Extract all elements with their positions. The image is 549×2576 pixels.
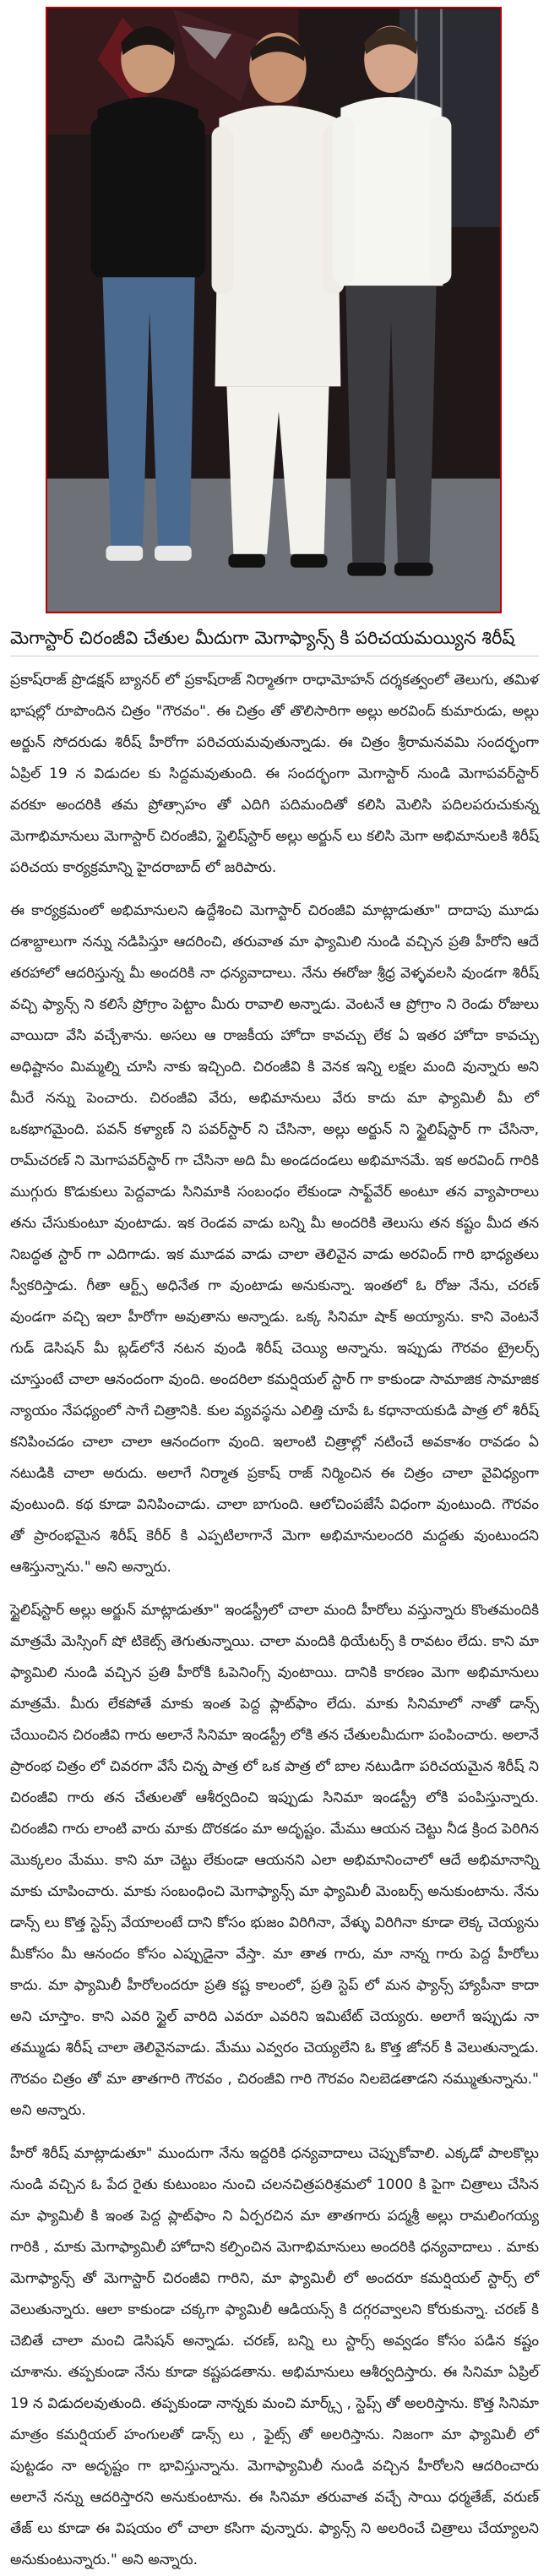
event-photo-illustration xyxy=(47,8,500,612)
event-photo xyxy=(46,7,502,613)
article-paragraph: ప్రకాష్‌రాజ్ ప్రొడక్షన్ బ్యానర్ లో ప్రకాష్‌రాజ్ నిర్మాతగా రాధామోహన్ దర్శకత్వంలో తెలుగు, తమిళ భాషల్లో రూపొందిన చిత్రం "గౌరవం". ఈ చిత్రం తో తొలిసారిగా అల్లు అరవింద్ కుమారుడు, అల్లు అర్జున్ సోదరుడు శిరీష్ హీరోగా పరిచయమవుతున్నాడు. ఈ చిత్రం శ్రీరామనవమి సందర్భంగా ఏప్రిల్ 19 న విడుదల కు సిద్దమవుతుంది. ఈ సందర్భంగా మెగాస్టార్ నుండి మెగాపవర్‌స్టార్ వరకూ అందరికి తమ ప్రోత్సాహం తో ఎదిగి పదిమందితో కలిసి మెలిసి పదిలపరుచుకున్న మెగాభిమానులు మెగాస్టార్ చిరంజీవి, స్టైలిష్‌స్టార్ అల్లు అర్జున్ లు కలిసి మెగా అభిమానులకి శిరీష్ పరిచయ కార్యక్రమాన్ని హైదరాబాద్ లో జరిపారు. xyxy=(10,672,539,876)
article-paragraph: ఈ కార్యక్రమంలో అభిమానులని ఉద్దేశించి మెగాస్టార్ చిరంజీవి మాట్లాడుతూ" దాదాపు మూడు దశాబ్దాలుగా నన్ను నడిపిస్తూ ఆదరించి, తరువాత మా ఫ్యామిలి నుండి వచ్చిన ప్రతి హీరోని ఆదే తరహాలో ఆదరిస్తున్న మీ అందరికి నా ధన్యవాదాలు. నేను ఈరోజు శ్రీధ్ర వెళ్ళవలసి వుండగా శిరీష్ వచ్చి ఫ్యాన్స్ ని కలిసే ప్రోగ్రాం పెట్టాం మీరు రావాలి అన్నాడు. వెంటనే ఆ ప్రోగ్రాం ని రెండు రోజులు వాయిదా వేసి వచ్చేశాను. అసలు ఆ రాజకీయ హోదా కావచ్చు లేక ఏ ఇతర హోదా కావచ్చు అధిష్టానం మిమ్మల్ని చూసి నాకు ఇచ్చింది. చిరంజీవి కి వెనక ఇన్ని లక్షల మంది వున్నారు అని మీరే నన్ను పెంచారు. చిరంజీవి వేరు, అభిమానులు వేరు కాదు మా ఫ్యామిలీ మీ లో ఒకభాగమైంది. పవన్ కళ్యాణ్ ని పవర్‌స్టార్ ని చేసినా, అల్లు అర్జున్ ని స్టైలిష్‌స్టార్ గా చేసినా, రామ్‌చరణ్ ని మెగాపవర్‌స్టార్ గా చేసినా అది మీ అండదండలు అభిమానమే. ఇక అరవింద్ గారికి ముగ్గురు కొడుకులు పెద్దవాడు సినిమాకి సంబంధం లేకుండా సాఫ్ట్‌వేర్ అంటూ తన వ్యాపారాలు తను చేసుకుంటూ వుంటాడు. ఇక రెండవ వాడు బన్ని మీ అందరికి తెలుసు తన కష్టం మీద తన నిబద్ధత స్టార్ గా ఎదిగాడు. ఇక మూడవ వాడు చాలా తెలివైన వాడు అరవింద్ గారి భాధ్యతలు స్వీకరిస్తాడు. గీతా ఆర్ట్స్ అధినేత గా వుంటాడు అనుకున్నా. ఇంతలో ఓ రోజు నేను, చరణ్ వుండగా వచ్చి ఇలా హీరోగా అవుతాను అన్నాడు. ఒక్క సినిమా షాక్ అయ్యాను. కాని వెంటనే గుడ్ డెసిషన్ మీ బ్లడ్‌లోనే నటన వుండి శిరీష్ చెయ్యి అన్నాను. ఇప్పుడు గౌరవం ట్రైలర్స్ చూస్తుంటే చాలా ఆనందంగా వుంది. అందరిలా కమర్షియల్ స్టార్ గా కాకుండా సామాజిక సామాజిక న్యాయం నేపధ్యంలో సాగే చిత్రానికి. కుల వ్యవస్థను ఎలిత్తి చూపే ఓ కధానాయకుడి పాత్ర లో శిరీష్ కనిపించడం చాలా చాలా ఆనందంగా వుంది. ఇలాంటి చిత్రాల్లో నటించే అవకాశం రావడం ఏ నటుడికి చాలా అరుదు. అలాగే నిర్మాత ప్రకాష్ రాజ్ నిర్మించిన ఈ చిత్రం చాలా వైవిధ్యంగా వుంటుంది. కథ కూడా వినిపించాడు. చాలా బాగుంది. ఆలోచింపజేసే విధంగా వుంటుంది. గౌరవం తో ప్రారంభమైన శిరీష్ కెరీర్ కి ఎప్పటిలాగానే మెగా అభిమానులందరి మద్దతు వుంటుందని ఆశిస్తున్నాను." అని అన్నారు. xyxy=(10,902,539,1576)
article-body xyxy=(7,625,542,2568)
article-headline: మెగాస్టార్ చిరంజీవి చేతుల మీదుగా మెగాఫ్యాన్స్ కి పరిచయమయ్యిన శిరీష్ xyxy=(10,625,539,656)
article-paragraph: హీరో శిరీష్ మాట్లాడుతూ" ముందుగా నేను ఇద్దరికి ధన్యవాదాలు చెప్పుకోవాలి. ఎక్కడో పాలకొల్లు నుండి వచ్చిన ఓ పేద రైతు కుటుంబం నుంచి చలనచిత్రపరిశ్రమలో 1000 కి పైగా చిత్రాలు చేసిన మా ఫ్యామిలీ కి ఇంత పెద్ద ప్లాట్‌ఫాం ని ఏర్పరచిన మా తాతగారు పద్మశ్రీ అల్లు రామలింగయ్య గారికి , మాకు మెగాఫ్యామిలీ హోదాని కల్పించిన మెగాభిమానులు అందరికి ధన్యవాదాలు . మాకు మెగాఫ్యాన్స్ తో మెగాస్టార్ చిరంజీవి గారిని, మా ఫ్యామిలీ లో అందరూ కమర్షియల్ స్టార్స్ లో వెలుతున్నారు. ఆలా కాకుండా చక్కగా ఫ్యామిలీ ఆడియన్స్ కి దగ్గరవ్వాలని కోరుకున్నా. చరణ్ కి చెబితే చాలా మంచి డెసిషన్ అన్నాడు. చరణ్, బన్ని లు స్టార్స్ అవ్వడం కోసం పడిన కష్టం చూశాను. తప్పకుండా నేను కూడా కష్టపడతాను. అభిమానులు ఆశీర్వదిస్తారు. ఈ సినిమా ఏప్రిల్ 19 న విడుదలవుతుంది. తప్పకుండా నాన్నకు మంచి మార్క్స్ , స్టెప్స్ తో అలరిస్తాను. కొత్త సినిమా మాత్రం కమర్షియల్ హంగులతో డాన్స్ లు , ఫైట్స్ తో అలరిస్తాను. నిజంగా మా ఫ్యామిలీ లో పుట్టడం నా అదృష్టం గా భావిస్తున్నాను. మెగాఫ్యామిలీ నుండి వచ్చిన హీరోలని ఆదరించారు అలానే నన్ను ఆదరిస్తారని అనుకుంటాను. ఈ సినిమా తరువాత వచ్చే సాయి ధర్మతేజ్, వరుణ్ తేజ్ లు కూడా ఈ విషయం లో చాలా కసిగా వున్నారు. ఫ్యాన్స్ ని అలరించే చిత్రాలు చేయ్యాలని అనుకుంటున్నారు." అని అన్నారు. xyxy=(10,2145,539,2568)
article-paragraph: స్టైలిష్‌స్టార్ అల్లు అర్జున్ మాట్లాడుతూ" ఇండస్ట్రీలో చాలా మంది హీరోలు వస్తున్నారు కొంతమందికి మాత్రమే మెస్సింగ్ షో టికెట్స్ తెగుతున్నాయి. చాలా మందికి థియేటర్స్ కి రావటం లేదు. కాని మా ఫ్యామిలి నుండి వచ్చిన ప్రతి హీరోకి ఓపెనింగ్స్ వుంటాయి. దానికి కారణం మెగా అభిమానులు మాత్రమే. మీరు లేకపోతే మాకు ఇంత పెద్ద ప్లాట్‌ఫాం లేదు. మాకు సినిమాలో నాతో డాన్స్ చేయించిన చిరంజీవి గారు అలానే సినిమా ఇండస్ట్రీ లోకి తన చేతులమీదుగా పంపించారు. అలానే ప్రారంభ చిత్రం లో చివరగా వేసే చిన్న పాత్ర లో ఒక పాత్ర లో బాల నటుడిగా పరిచయమైన శిరీష్ ని చిరంజీవి గారు తన చేతులతో ఆశీర్వదించి ఇప్పుడు సినిమా ఇండస్ట్రీ లోకి పంపిస్తున్నారు. చిరంజీవి గారు లాంటి వారు మాకు దొరకడం మా అదృష్టం. మేము ఆయన చెట్టు నీడ క్రింద పెరిగిన మొక్కలం మేము. కాని మా చెట్టు లేకుండా ఆయనని ఎలా అభిమానించాలో ఆదే అభిమానాన్ని మాకు చూపించారు. మాకు సంబంధించి మెగాఫ్యాన్స్ మా ఫ్యామిలీ మెంబర్స్ అనుకుంటాను. నేను డాన్స్ లు కొత్త స్టెప్స్ వేయాలంటే దాని కోసం భుజం విరిగినా, వేళ్ళు విరిగినా కూడా లెక్క చెయ్యను మీకోసం మీ ఆనందం కోసం ఎప్పుడైనా వేస్తా. మా తాత గారు, మా నాన్న గారు పెద్ద హీరోలు కాదు. మా ఫ్యామిలీ హీరోలందరూ ప్రతి కష్ట కాలంలో, ప్రతి స్టెప్ లో మన ఫ్యాన్స్ హ్యాపీనా కాదా అని చూస్తాం. కాని ఎవరి స్టైల్ వారిది ఎవరూ ఎవరిని ఇమిటేట్ చెయ్యరు. అలాగే ఇప్పుడు నా తమ్ముడు శిరీష్ చాలా తెలివైనవాడు. మేము ఎవ్వరం చెయ్యలేని ఓ కొత్త జోనర్ కి వెలుతున్నాడు. గౌరవం చిత్రం తో మా తాతగారి గౌరవం , చిరంజీవి గారి గౌరవం నిలబెడతాడని నమ్ముతున్నాను." అని అన్నారు. xyxy=(10,1602,539,2119)
